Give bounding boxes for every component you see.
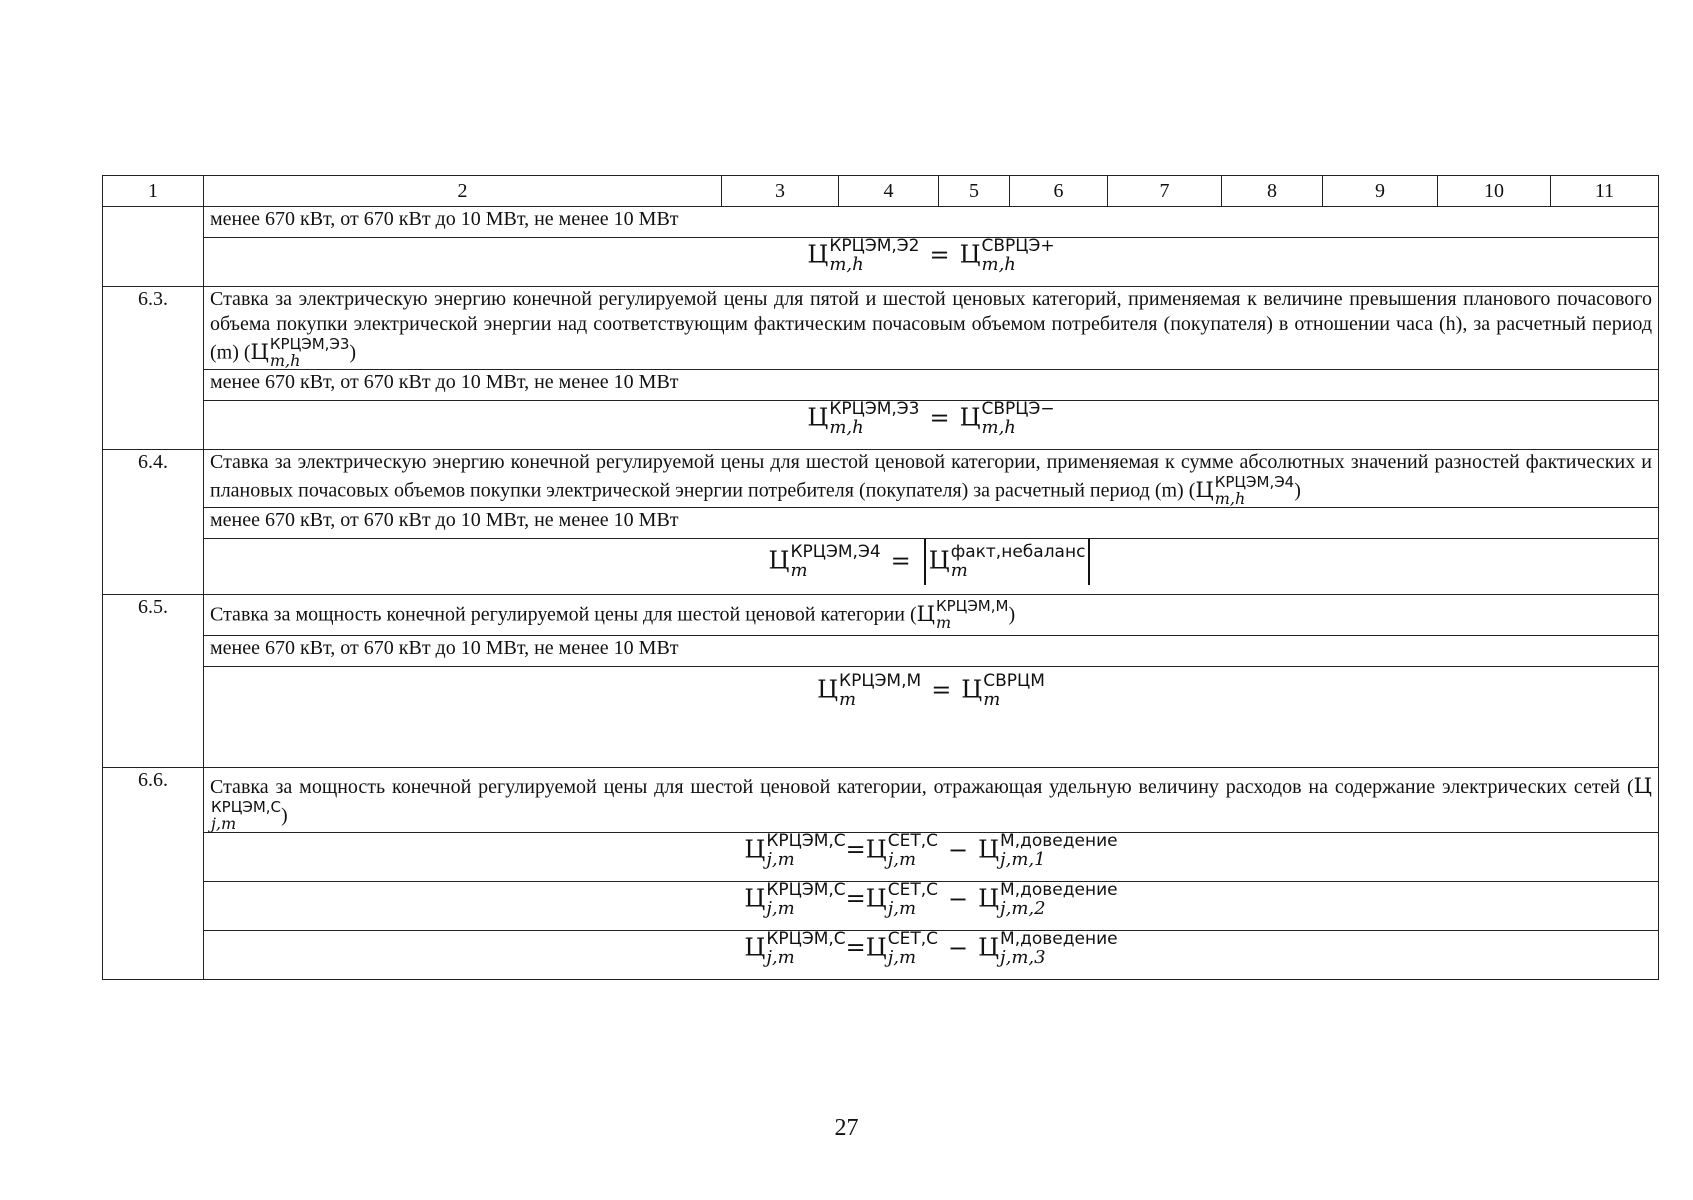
col-header-11: 11 — [1551, 176, 1659, 207]
row-6-3-power-range — [103, 370, 1659, 401]
col-header-6: 6 — [1010, 176, 1108, 207]
formula-expression: Ц КРЦЭМ,C j,m =Ц СЕТ,C j,m − Ц М,доведение j,m,2 — [744, 880, 1118, 919]
row-number-cell — [103, 207, 204, 287]
formula-expression: Ц КРЦЭМ,Э4 m = Ц факт,небаланс m — [769, 539, 1094, 585]
formula-6-4 — [204, 539, 1659, 595]
power-range-text: менее 670 кВт, от 670 кВт до 10 МВт, не менее 10 МВт — [204, 207, 1659, 238]
formula-expression: Ц КРЦЭМ,C j,m =Ц СЕТ,C j,m − Ц М,доведение j,m,1 — [744, 831, 1118, 870]
formula-6-6-2 — [204, 882, 1659, 931]
formula-6-5 — [204, 667, 1659, 768]
col-header-8: 8 — [1222, 176, 1323, 207]
row-6-5 — [103, 595, 1659, 636]
row-6-3 — [103, 287, 1659, 370]
power-range-text: менее 670 кВт, от 670 кВт до 10 МВт, не менее 10 МВт — [204, 370, 1659, 401]
description-6-6: Ставка за мощность конечной регулируемой цены для шестой ценовой категории, отражающая удельную величину расходов на содержание электрических сетей (Ц КРЦЭМ,C j,m ) — [204, 768, 1659, 833]
row-number-6-3: 6.3. — [103, 287, 204, 450]
formula-6-6-3 — [204, 931, 1659, 980]
col-header-7: 7 — [1108, 176, 1222, 207]
col-header-9: 9 — [1323, 176, 1438, 207]
tariff-table — [102, 175, 1659, 980]
col-header-1: 1 — [103, 176, 204, 207]
power-range-text: менее 670 кВт, от 670 кВт до 10 МВт, не менее 10 МВт — [204, 508, 1659, 539]
row-number-6-5: 6.5. — [103, 595, 204, 768]
col-header-4: 4 — [839, 176, 939, 207]
description-6-4: Ставка за электрическую энергию конечной регулируемой цены для шестой ценовой категории, применяемая к сумме абсолютных значений разностей фактических и плановых почасовых объемов покупки электрической энергии потребителя (покупателя) за расчетный период (m) (Ц КРЦЭМ,Э4 m,h ) — [204, 450, 1659, 508]
formula-6-6-1 — [204, 833, 1659, 882]
row-6-6 — [103, 768, 1659, 833]
column-number-row — [103, 176, 1659, 207]
page-number: 27 — [834, 1115, 859, 1141]
row-6-6-formula-2 — [103, 882, 1659, 931]
description-6-5: Ставка за мощность конечной регулируемой цены для шестой ценовой категории (Ц КРЦЭМ,М m ) — [204, 595, 1659, 636]
row-6-5-formula — [103, 667, 1659, 768]
col-header-10: 10 — [1438, 176, 1551, 207]
abs-bar-right — [1088, 539, 1090, 585]
row-6-3-formula — [103, 401, 1659, 450]
row-6-4-power-range — [103, 508, 1659, 539]
formula-6-2 — [204, 238, 1659, 287]
col-header-5: 5 — [939, 176, 1010, 207]
row-6-2-formula — [103, 238, 1659, 287]
row-6-4-formula — [103, 539, 1659, 595]
description-6-3: Ставка за электрическую энергию конечной регулируемой цены для пятой и шестой ценовых категорий, применяемая к величине превышения планового почасового объема покупки электрической энергии над соответствующим фактическим почасовым объемом потребителя (покупателя) в отношении часа (h), за расчетный период (m) (Ц КРЦЭМ,Э3 m,h ) — [204, 287, 1659, 370]
formula-expression: Ц КРЦЭМ,Э2 m,h = Ц СВРЦЭ+ m,h — [807, 236, 1055, 275]
col-header-2: 2 — [204, 176, 722, 207]
row-number-6-6: 6.6. — [103, 768, 204, 980]
power-range-text: менее 670 кВт, от 670 кВт до 10 МВт, не менее 10 МВт — [204, 636, 1659, 667]
formula-expression: Ц КРЦЭМ,М m = Ц СВРЦМ m — [817, 671, 1045, 710]
row-6-2-power-range — [103, 207, 1659, 238]
formula-expression: Ц КРЦЭМ,C j,m =Ц СЕТ,C j,m − Ц М,доведение j,m,3 — [744, 929, 1118, 968]
row-6-6-formula-1 — [103, 833, 1659, 882]
row-number-6-4: 6.4. — [103, 450, 204, 595]
formula-expression: Ц КРЦЭМ,Э3 m,h = Ц СВРЦЭ− m,h — [807, 399, 1055, 438]
col-header-3: 3 — [722, 176, 839, 207]
row-6-6-formula-3 — [103, 931, 1659, 980]
row-6-5-power-range — [103, 636, 1659, 667]
formula-6-3 — [204, 401, 1659, 450]
abs-bar-left — [924, 539, 926, 585]
row-6-4 — [103, 450, 1659, 508]
